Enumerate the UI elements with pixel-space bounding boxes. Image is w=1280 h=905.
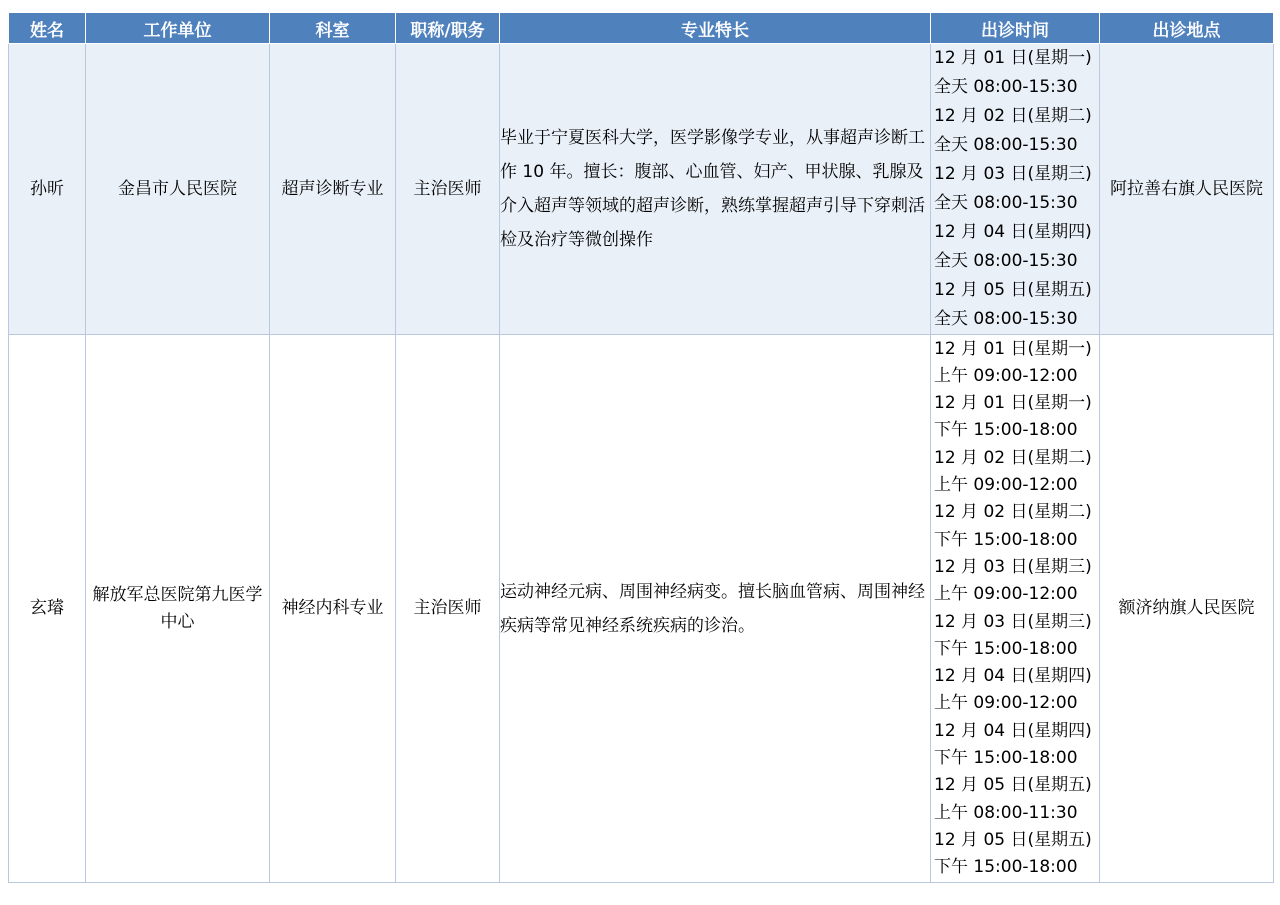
time-line: 12 月 01 日(星期一)	[934, 338, 1092, 359]
header-times: 出诊时间	[931, 13, 1100, 44]
header-name: 姓名	[9, 13, 86, 44]
time-line: 全天 08:00-15:30	[934, 77, 1078, 97]
time-line: 12 月 05 日(星期五)	[934, 280, 1092, 300]
cell-location: 额济纳旗人民医院	[1100, 335, 1274, 883]
specialty-text: 运动神经元病、周围神经病变。擅长脑血管病、周围神经疾病等常见神经系统疾病的诊治。	[500, 581, 925, 636]
schedule-table	[8, 12, 1274, 883]
header-title: 职称/职务	[396, 13, 500, 44]
time-line: 下午 15:00-18:00	[934, 529, 1078, 550]
cell-unit: 解放军总医院第九医学中心	[86, 335, 270, 883]
time-line: 上午 08:00-11:30	[934, 802, 1078, 823]
cell-specialty	[500, 335, 931, 883]
time-line: 12 月 02 日(星期二)	[934, 106, 1092, 126]
header-row	[9, 13, 1274, 44]
cell-dept: 神经内科专业	[270, 335, 396, 883]
cell-times	[931, 44, 1100, 335]
cell-name: 孙昕	[9, 44, 86, 335]
cell-name: 玄璿	[9, 335, 86, 883]
time-line: 下午 15:00-18:00	[934, 420, 1078, 441]
cell-specialty	[500, 44, 931, 335]
table-row	[9, 335, 1274, 883]
time-line: 上午 09:00-12:00	[934, 365, 1078, 386]
time-line: 12 月 02 日(星期二)	[934, 447, 1092, 468]
time-line: 下午 15:00-18:00	[934, 857, 1078, 878]
time-line: 下午 15:00-18:00	[934, 638, 1078, 659]
specialty-text: 毕业于宁夏医科大学，医学影像学专业，从事超声诊断工作 10 年。擅长：腹部、心血管、妇产、甲状腺、乳腺及介入超声等领域的超声诊断，熟练掌握超声引导下穿刺活检及治疗等微创操作	[500, 128, 925, 250]
time-line: 上午 09:00-12:00	[934, 584, 1078, 605]
time-line: 全天 08:00-15:30	[934, 309, 1078, 329]
time-line: 全天 08:00-15:30	[934, 135, 1078, 155]
time-line: 12 月 03 日(星期三)	[934, 556, 1092, 577]
time-line: 12 月 04 日(星期四)	[934, 222, 1092, 242]
cell-unit: 金昌市人民医院	[86, 44, 270, 335]
cell-location: 阿拉善右旗人民医院	[1100, 44, 1274, 335]
header-dept: 科室	[270, 13, 396, 44]
cell-title: 主治医师	[396, 44, 500, 335]
time-line: 12 月 03 日(星期三)	[934, 164, 1092, 184]
time-line: 12 月 03 日(星期三)	[934, 611, 1092, 632]
time-line: 全天 08:00-15:30	[934, 251, 1078, 271]
time-line: 下午 15:00-18:00	[934, 747, 1078, 768]
table-row	[9, 44, 1274, 335]
time-line: 12 月 05 日(星期五)	[934, 775, 1092, 796]
header-unit: 工作单位	[86, 13, 270, 44]
cell-title: 主治医师	[396, 335, 500, 883]
time-line: 全天 08:00-15:30	[934, 193, 1078, 213]
time-line: 12 月 02 日(星期二)	[934, 502, 1092, 523]
cell-dept: 超声诊断专业	[270, 44, 396, 335]
time-line: 12 月 01 日(星期一)	[934, 393, 1092, 414]
time-line: 12 月 01 日(星期一)	[934, 48, 1092, 68]
time-line: 12 月 05 日(星期五)	[934, 829, 1092, 850]
header-location: 出诊地点	[1100, 13, 1274, 44]
cell-times	[931, 335, 1100, 883]
time-line: 12 月 04 日(星期四)	[934, 720, 1092, 741]
header-specialty: 专业特长	[500, 13, 931, 44]
time-line: 12 月 04 日(星期四)	[934, 666, 1092, 687]
time-line: 上午 09:00-12:00	[934, 693, 1078, 714]
time-line: 上午 09:00-12:00	[934, 475, 1078, 496]
